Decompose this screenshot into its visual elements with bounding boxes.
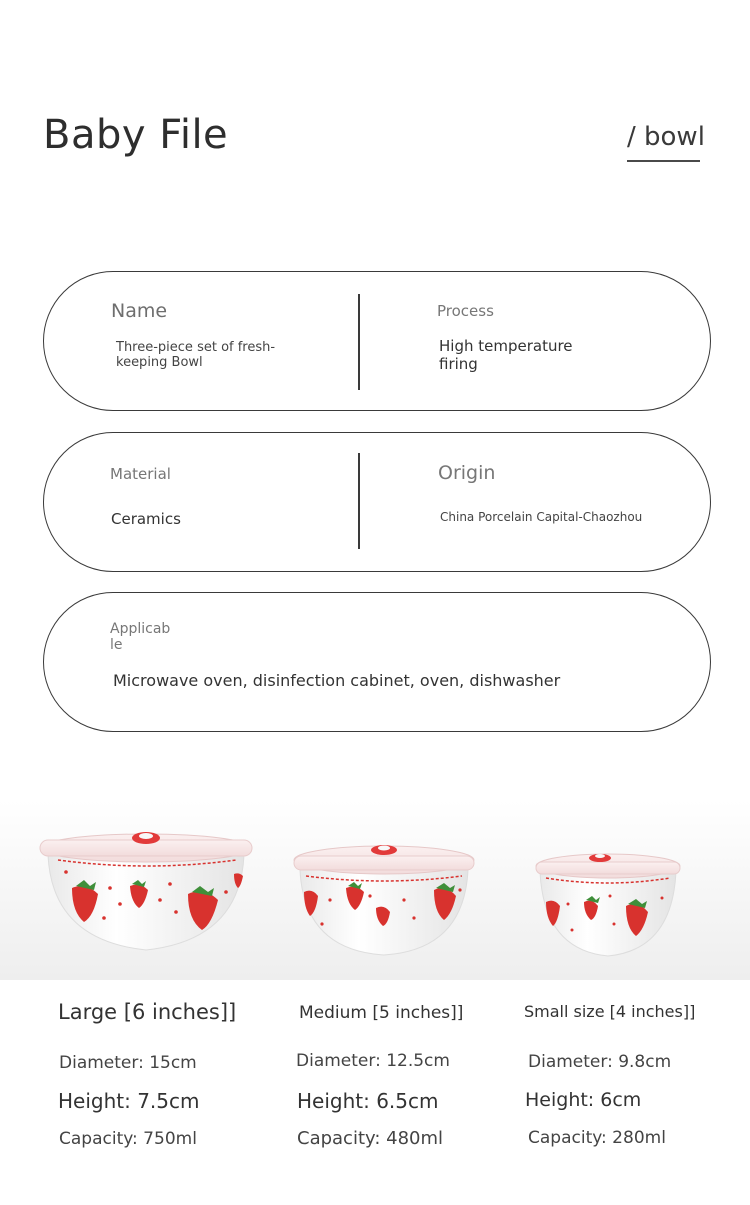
process-value-line1: High temperature <box>439 337 573 355</box>
process-value-line2: firing <box>439 355 478 373</box>
applicable-label-line2: le <box>110 637 123 653</box>
height-small: Height: 6cm <box>525 1089 642 1111</box>
applicable-label <box>110 621 170 653</box>
info-card-applicable <box>43 592 711 732</box>
origin-value: China Porcelain Capital-Chaozhou <box>440 510 643 524</box>
info-card-material-origin <box>43 432 711 572</box>
size-name-large: Large [6 inches]] <box>58 1000 237 1024</box>
size-name-small: Small size [4 inches]] <box>524 1002 696 1021</box>
size-name-medium: Medium [5 inches]] <box>299 1003 464 1023</box>
card-divider <box>358 453 360 549</box>
diameter-small: Diameter: 9.8cm <box>528 1052 672 1072</box>
subtitle-underline <box>627 160 700 162</box>
name-label: Name <box>111 300 168 322</box>
height-medium: Height: 6.5cm <box>297 1089 439 1113</box>
diameter-medium: Diameter: 12.5cm <box>296 1051 450 1071</box>
name-value <box>116 340 275 370</box>
bowls-illustration <box>0 800 750 980</box>
diameter-large: Diameter: 15cm <box>59 1053 197 1073</box>
capacity-small: Capacity: 280ml <box>528 1128 666 1148</box>
applicable-label-line1: Applicab <box>110 621 171 637</box>
material-value: Ceramics <box>111 510 181 528</box>
page-subtitle: / bowl <box>627 122 705 152</box>
info-card-name-process <box>43 271 711 411</box>
name-value-line1: Three-piece set of fresh- <box>116 340 276 355</box>
material-label: Material <box>110 465 171 483</box>
capacity-medium: Capacity: 480ml <box>297 1128 444 1149</box>
name-value-line2: keeping Bowl <box>116 355 203 370</box>
card-divider <box>358 294 360 390</box>
process-label: Process <box>437 302 494 320</box>
height-large: Height: 7.5cm <box>58 1089 200 1113</box>
applicable-value: Microwave oven, disinfection cabinet, oven, dishwasher <box>113 671 561 690</box>
process-value <box>439 337 573 373</box>
capacity-large: Capacity: 750ml <box>59 1129 197 1149</box>
origin-label: Origin <box>438 462 496 484</box>
page-title: Baby File <box>43 112 229 158</box>
